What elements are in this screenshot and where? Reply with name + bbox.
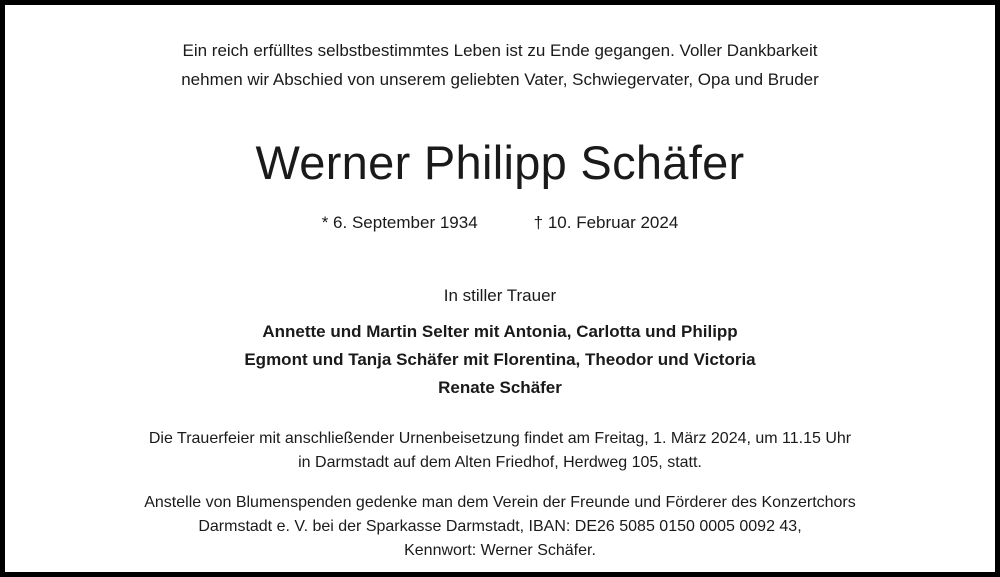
donation-line: Anstelle von Blumenspenden gedenke man dem Verein der Freunde und Förderer des Konzertchors xyxy=(144,494,856,511)
birth-date: * 6. September 1934 xyxy=(321,213,478,232)
donation-info xyxy=(5,491,995,563)
family-line: Renate Schäfer xyxy=(438,378,562,397)
intro-text xyxy=(5,36,995,94)
deceased-name: Werner Philipp Schäfer xyxy=(255,136,745,189)
intro-line: Ein reich erfülltes selbstbestimmtes Leben ist zu Ende gegangen. Voller Dankbarkeit xyxy=(182,41,818,60)
intro-line: nehmen wir Abschied von unserem geliebten Vater, Schwiegervater, Opa und Bruder xyxy=(181,70,819,89)
service-info xyxy=(5,427,995,475)
service-line: Die Trauerfeier mit anschließender Urnenbeisetzung findet am Freitag, 1. März 2024, um 11.15 Uhr xyxy=(148,430,852,447)
mourning-heading: In stiller Trauer xyxy=(443,286,557,305)
death-date: † 10. Februar 2024 xyxy=(533,213,679,232)
family-list xyxy=(5,318,995,402)
family-line: Annette und Martin Selter mit Antonia, Carlotta und Philipp xyxy=(262,322,738,341)
service-line: in Darmstadt auf dem Alten Friedhof, Herdweg 105, statt. xyxy=(298,454,702,471)
donation-line: Darmstadt e. V. bei der Sparkasse Darmstadt, IBAN: DE26 5085 0150 0005 0092 43, xyxy=(198,518,802,535)
life-dates xyxy=(5,210,995,236)
family-line: Egmont und Tanja Schäfer mit Florentina, Theodor und Victoria xyxy=(244,350,756,369)
donation-line: Kennwort: Werner Schäfer. xyxy=(404,542,596,559)
